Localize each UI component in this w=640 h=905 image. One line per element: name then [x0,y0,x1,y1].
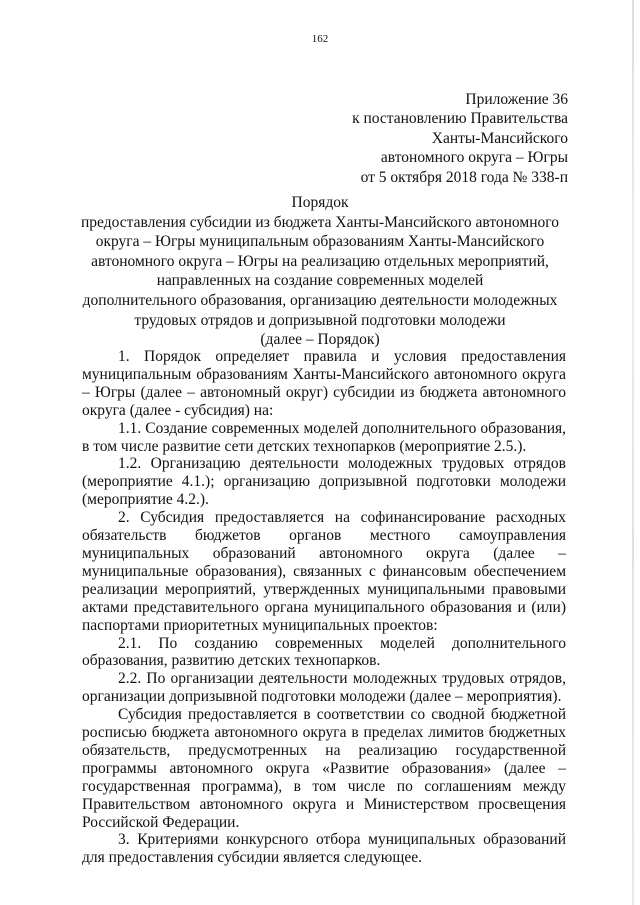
title-line: направленных на создание современных моделей [156,272,484,290]
title-line: предоставления субсидии из бюджета Ханты-Мансийского автономного [81,213,559,231]
document-body [82,348,566,867]
paragraph: 2. Субсидия предоставляется на софинансирование расходных обязательств бюджетов органов местного самоуправления муниципальных образований автономного округа (далее – муниципальные образования), связанных с финансовым обеспечением реализации мероприятий, утвержденных муниципальными правовыми актами представительного органа муниципального образования и (или) паспортами приоритетных муниципальных проектов: [82,509,566,634]
appendix-line: от 5 октября 2018 года № 338-п [360,168,568,186]
paragraph: 1. Порядок определяет правила и условия предоставления муниципальным образованиям Ханты-Мансийского автономного округа – Югры (далее – автономный округ) субсидии из бюджета автономного округа (далее - субсидия) на: [82,348,566,419]
paragraph: 1.2. Организацию деятельности молодежных трудовых отрядов (мероприятие 4.1.); организацию допризывной подготовки молодежи (мероприятие 4.2.). [82,455,566,509]
paragraph: 2.1. По созданию современных моделей дополнительного образования, развитию детских технопарков. [82,634,566,670]
appendix-line: к постановлению Правительства [352,110,568,128]
appendix-header [352,90,568,187]
paragraph: 1.1. Создание современных моделей дополнительного образования, в том числе развитие сети детских технопарков (мероприятие 2.5.). [82,419,566,455]
page-number: 162 [311,33,329,45]
title-line: (далее – Порядок) [260,331,380,349]
paragraph: Субсидия предоставляется в соответствии со сводной бюджетной росписью бюджета автономного округа в пределах лимитов бюджетных обязательств, предусмотренных на реализацию государственной программы автономного округа «Развитие образования» (далее – государственная программа), в том числе по соглашениям между Правительством автономного округа и Министерством просвещения Российской Федерации. [82,706,566,831]
appendix-line: Приложение 36 [465,91,568,108]
appendix-line: автономного округа – Югры [380,149,568,167]
paragraph: 2.2. По организации деятельности молодежных трудовых отрядов, организации допризывной подготовки молодежи (далее – мероприятия). [82,670,566,706]
appendix-line: Ханты-Мансийского [431,129,568,147]
document-title [80,193,560,350]
title-line: трудовых отрядов и допризывной подготовки молодежи [134,311,506,329]
paragraph: 3. Критериями конкурсного отбора муниципальных образований для предоставления субсидии является следующее. [82,831,566,867]
title-line: округа – Югры муниципальным образованиям Ханты-Мансийского [95,233,545,251]
title-line: Порядок [291,194,349,211]
title-line: автономного округа – Югры на реализацию отдельных мероприятий, [91,252,549,270]
title-line: дополнительного образования, организацию деятельности молодежных [82,291,558,309]
scan-edge-shadow [632,0,634,905]
